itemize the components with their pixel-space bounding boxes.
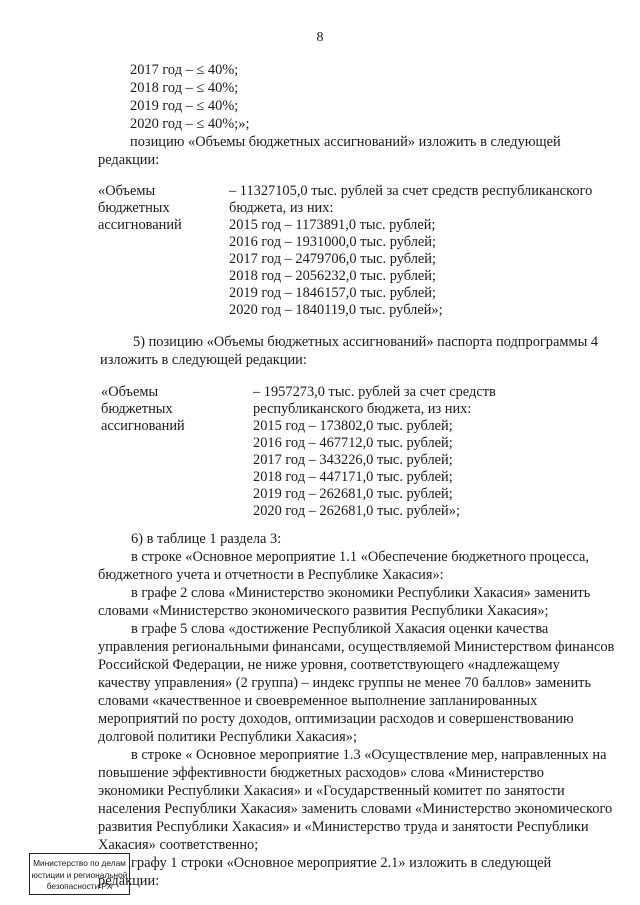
text-line: 2017 год – 2479706,0 тыс. рублей;	[229, 251, 436, 267]
text-line: 2019 год – 1846157,0 тыс. рублей;	[229, 285, 436, 301]
text-line: «Объемы	[98, 183, 156, 199]
text-line: 2017 год – 343226,0 тыс. рублей;	[253, 452, 453, 468]
text-line: ассигнований	[101, 418, 185, 434]
text-line: Хакасия» соответственно;	[98, 837, 259, 853]
registration-stamp	[29, 853, 130, 895]
text-line: экономики Республики Хакасия» и «Государственный комитет по занятости	[98, 783, 565, 799]
text-line: словами «качественное и своевременное выполнение запланированных	[98, 693, 538, 709]
text-line: долговой политики Республики Хакасия»;	[98, 729, 357, 745]
text-line: словами «Министерство экономического развития Республики Хакасия»;	[98, 603, 549, 619]
text-line: 2020 год – 262681,0 тыс. рублей»;	[253, 503, 460, 519]
text-line: населения Республики Хакасия» заменить словами «Министерство экономического	[98, 801, 613, 817]
text-line: повышение эффективности бюджетных расходов» слова «Министерство	[98, 765, 544, 781]
text-line: 2018 год – 447171,0 тыс. рублей;	[253, 469, 453, 485]
page-number: 8	[316, 30, 324, 45]
text-line: 2020 год – 1840119,0 тыс. рублей»;	[229, 302, 443, 318]
text-line: качеству управления» (2 группа) – индекс группы не менее 70 баллов» заменить	[98, 675, 592, 691]
text-line: позицию «Объемы бюджетных ассигнований» изложить в следующей	[130, 134, 561, 150]
text-line: мероприятий по росту доходов, оптимизации расходов и совершенствованию	[98, 711, 574, 727]
text-line: 5) позицию «Объемы бюджетных ассигнований» паспорта подпрограммы 4	[133, 334, 599, 350]
text-line: 2018 год – 2056232,0 тыс. рублей;	[229, 268, 436, 284]
text-line: управления региональными финансами, осуществляемой Министерством финансов	[98, 639, 615, 655]
text-line: 2018 год – ≤ 40%;	[130, 80, 239, 96]
text-line: 2020 год – ≤ 40%;»;	[130, 116, 250, 132]
text-line: 2019 год – ≤ 40%;	[130, 98, 239, 114]
text-line: 2019 год – 262681,0 тыс. рублей;	[253, 486, 453, 502]
stamp-line: Министерство по делам	[33, 858, 126, 868]
text-line: развития Республики Хакасия» и «Министерство труда и занятости Республики	[98, 819, 589, 835]
text-line: Российской Федерации, не ниже уровня, соответствующего «надлежащему	[98, 657, 560, 673]
text-line: 6) в таблице 1 раздела 3:	[131, 531, 282, 547]
text-line: 2016 год – 1931000,0 тыс. рублей;	[229, 234, 436, 250]
text-line: республиканского бюджета, из них:	[253, 401, 472, 417]
text-line: бюджетных	[101, 401, 173, 417]
text-line: в строке «Основное мероприятие 1.1 «Обеспечение бюджетного процесса,	[131, 549, 590, 565]
text-line: бюджетного учета и отчетности в Республике Хакасия»:	[98, 567, 444, 583]
text-line: редакции:	[98, 873, 160, 889]
text-line: бюджетных	[98, 200, 170, 216]
text-line: в графе 5 слова «достижение Республикой Хакасия оценки качества	[131, 621, 549, 637]
text-line: 2015 год – 1173891,0 тыс. рублей;	[229, 217, 436, 233]
text-line: редакции:	[98, 152, 160, 168]
text-line: графу 1 строки «Основное мероприятие 2.1» изложить в следующей	[131, 855, 552, 871]
text-line: в строке « Основное мероприятие 1.3 «Осуществление мер, направленных на	[131, 747, 607, 763]
stamp-line: безопасности РХ	[46, 881, 113, 891]
text-line: – 11327105,0 тыс. рублей за счет средств республиканского	[229, 183, 593, 199]
text-line: «Объемы	[101, 384, 159, 400]
stamp-line: юстиции и региональной	[31, 869, 128, 880]
text-line: 2017 год – ≤ 40%;	[130, 62, 239, 78]
text-line: – 1957273,0 тыс. рублей за счет средств	[253, 384, 496, 400]
text-line: изложить в следующей редакции:	[100, 352, 307, 368]
text-line: бюджета, из них:	[229, 200, 334, 216]
text-line: ассигнований	[98, 217, 182, 233]
text-line: 2015 год – 173802,0 тыс. рублей;	[253, 418, 453, 434]
text-line: в графе 2 слова «Министерство экономики Республики Хакасия» заменить	[131, 585, 591, 601]
text-line: 2016 год – 467712,0 тыс. рублей;	[253, 435, 453, 451]
